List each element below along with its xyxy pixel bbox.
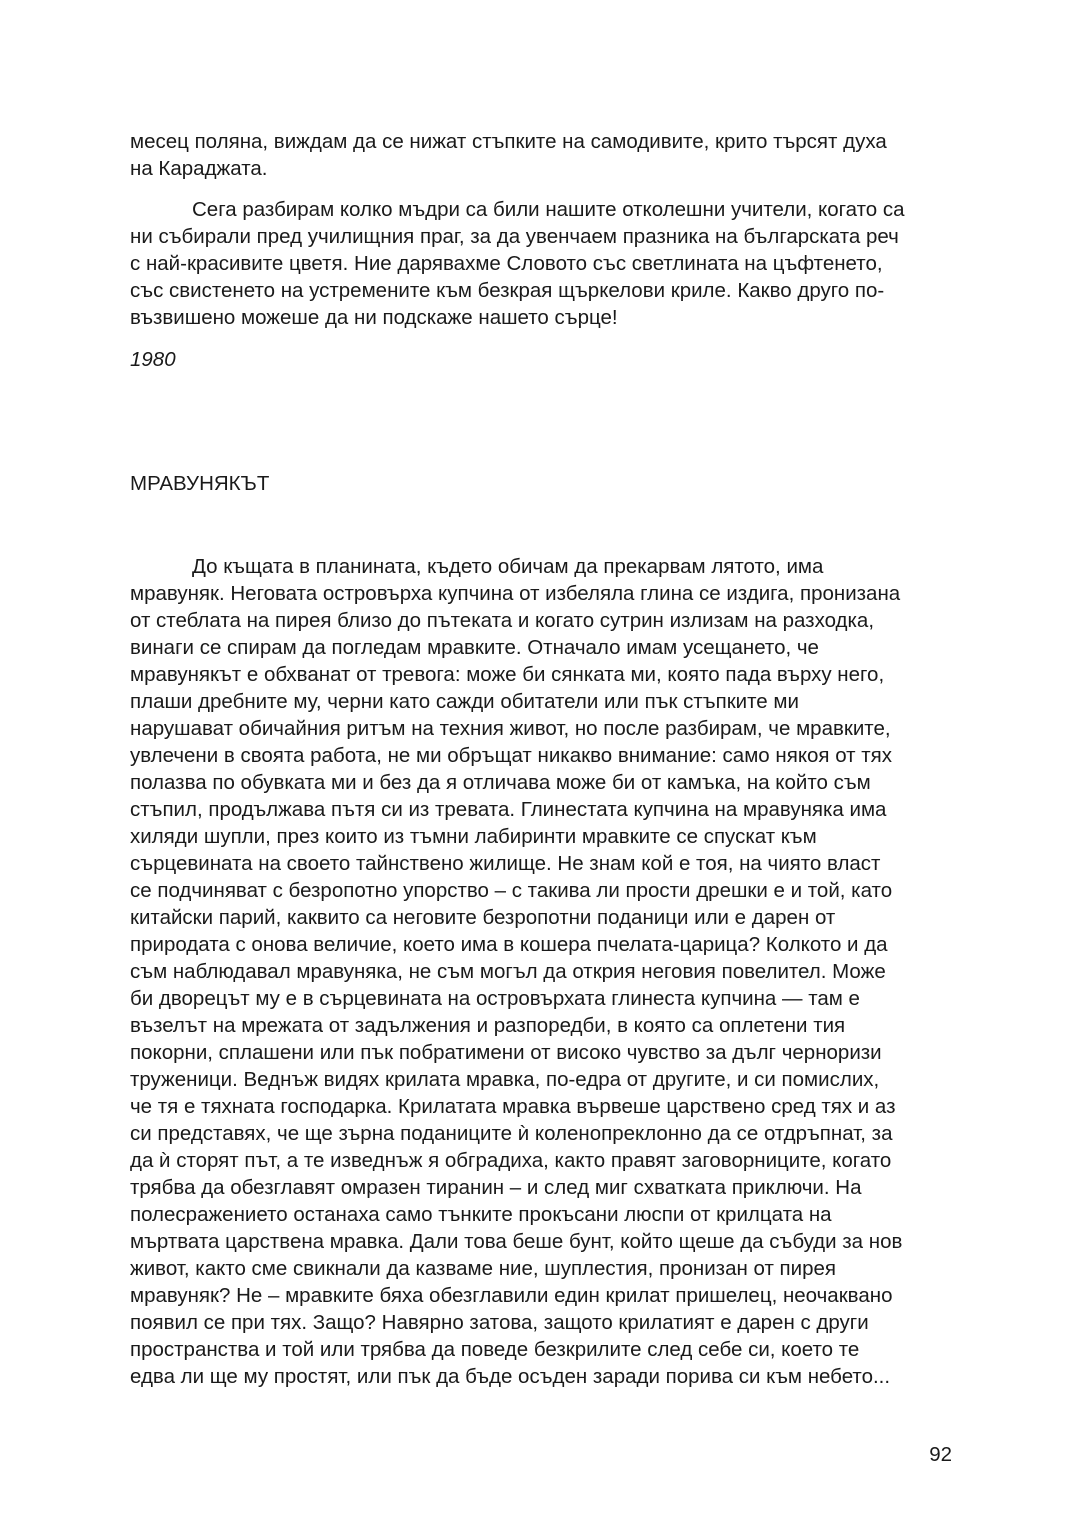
section-title: МРАВУНЯКЪТ xyxy=(130,472,270,495)
paragraph-closing: Сега разбирам колко мъдри са били нашите отколешни учители, когато са ни събирали пред училищния праг, за да увенчаем празника на българската реч с най-красивите цветя. Ние дарявахме Словото със светлината на цъфтенето, със свистенето на устремените към безкрая щъркелови криле. Какво друго по- възвишено можеше да ни подскаже нашето сърце! xyxy=(130,198,905,329)
paragraph-continued: месец поляна, виждам да се нижат стъпките на самодивите, крито търсят духа на Караджата. xyxy=(130,130,887,180)
page-number: 92 xyxy=(929,1443,952,1466)
section-body: До къщата в планината, където обичам да прекарвам лятото, има мравуняк. Неговата островърха купчина от избеляла глина се издига, пронизана от стеблата на пирея близо до пътеката и когато сутрин излизам на разходка, винаги се спирам да погледам мравките. Отначало имам усещането, че мравунякът е обхванат от тревога: може би сянката ми, която пада върху него, плаши дребните му, черни като сажди обитатели или пък стъпките ми нарушават обичайния ритъм на техния живот, но после разбирам, че мравките, увлечени в своята работа, не ми обръщат никакво внимание: само някоя от тях полазва по обувката ми и без да я отличава може би от камъка, на който съм стъпил, продължава пътя си из тревата. Глинестата купчина на мравуняка има хиляди шупли, през които из тъмни лабиринти мравките се спускат към сърцевината на своето тайнствено жилище. Не знам кой е тоя, на чиято власт се подчиняват с безропотно упорство – с такива ли прости дрешки е и той, като китайски парий, каквито са неговите безропотни поданици или е дарен от природата с онова величие, което има в кошера пчелата-царица? Колкото и да съм наблюдавал мравуняка, не съм могъл да открия неговия повелител. Може би дворецът му е в сърцевината на островърхата глинеста купчина — там е възелът на мрежата от задължения и разпоредби, в която са оплетени тия покорни, сплашени или пък побратимени от високо чувство за дълг черноризи труженици. Веднъж видях крилата мравка, по-едра от другите, и си помислих, че тя е тяхната господарка. Крилатата мравка вървеше царствено сред тях и аз си представях, че ще зърна поданиците ѝ коленопреклонно да се отдръпнат, за да ѝ сторят път, а те изведнъж я обградиха, както правят заговорниците, когато трябва да обезглавят омразен тиранин – и след миг схватката приключи. На полесражението останаха само тънките прокъсани люспи от крилцата на мъртвата царствена мравка. Дали това беше бунт, който щеше да събуди за нов живот, както сме свикнали да казваме ние, шуплестия, пронизан от пирея мравуняк? Не – мравките бяха обезглавили един крилат пришелец, неочаквано появил се при тях. Защо? Навярно затова, защото крилатият е дарен с други пространства и той или трябва да поведе безкрилите след себе си, което те едва ли ще му простят, или пък да бъде осъден заради порива си към небето... xyxy=(130,555,903,1388)
date-line: 1980 xyxy=(130,348,176,371)
